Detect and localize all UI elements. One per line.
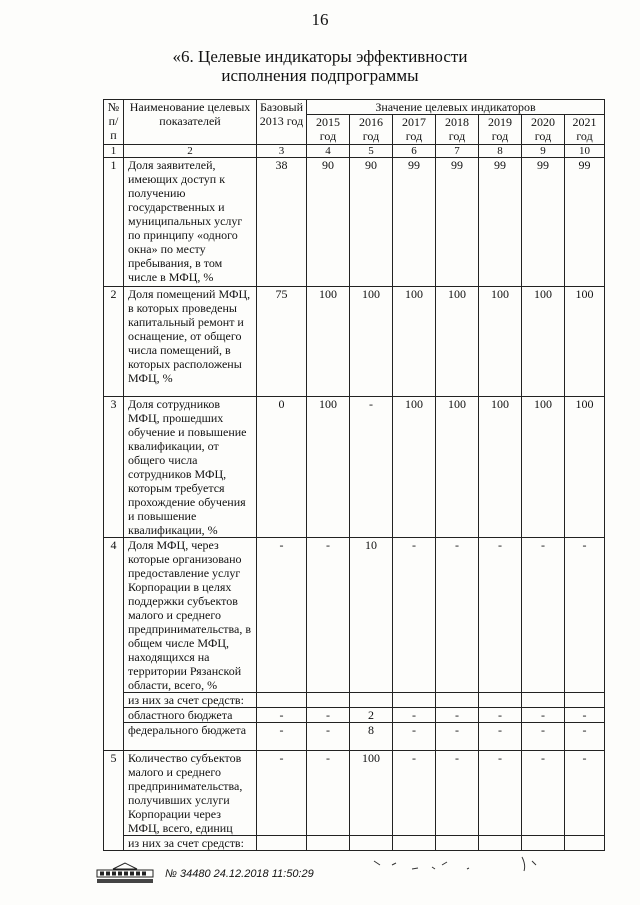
indicator-name: Количество субъектов малого и среднего предпринимательства, получивших услуги Корпорации через МФЦ, всего, единиц [124, 751, 257, 836]
page-number: 16 [311, 10, 329, 29]
table-row [104, 538, 605, 693]
header-year: 2020 год [522, 115, 565, 145]
year-value: - [393, 723, 436, 751]
year-value: - [393, 751, 436, 836]
column-number: 6 [393, 145, 436, 158]
year-value: - [522, 723, 565, 751]
row-number: 1 [104, 158, 124, 287]
year-value: - [436, 538, 479, 693]
year-value: 100 [522, 287, 565, 397]
year-value: 99 [436, 158, 479, 287]
row-number: 2 [104, 287, 124, 397]
header-year: 2019 год [479, 115, 522, 145]
year-value: 8 [350, 723, 393, 751]
table-row [104, 287, 605, 397]
indicator-name: Доля МФЦ, через которые организовано предоставление услуг Корпорации в целях поддержки субъектов малого и среднего предпринимательства, в общем числе МФЦ, находящихся на территории Рязанской области, всего, % [124, 538, 257, 693]
title-line-2: исполнения подпрограммы [221, 66, 419, 85]
year-value: 100 [522, 397, 565, 538]
year-value: 100 [307, 397, 350, 538]
year-value: - [522, 538, 565, 693]
table-row [104, 158, 605, 287]
indicator-name: Доля заявителей, имеющих доступ к получению государственных и муниципальных услуг по принципу «одного окна» по месту пребывания, в том числе в МФЦ, % [124, 158, 257, 287]
column-number: 7 [436, 145, 479, 158]
column-number: 2 [124, 145, 257, 158]
indicator-name: Доля сотрудников МФЦ, прошедших обучение и повышение квалификации, от общего числа сотрудников МФЦ, которым требуется прохождение обучения и повышение квалификации, % [124, 397, 257, 538]
header-year: 2021 год [565, 115, 605, 145]
sub-row-name: федерального бюджета [124, 723, 257, 751]
year-value: - [565, 751, 605, 836]
year-value: 100 [393, 397, 436, 538]
year-value: 100 [565, 287, 605, 397]
year-value: 90 [307, 158, 350, 287]
row-number: 5 [104, 751, 124, 851]
column-number: 4 [307, 145, 350, 158]
year-value: 100 [350, 751, 393, 836]
indicators-table [103, 99, 605, 851]
year-value: - [307, 708, 350, 723]
base-value: - [257, 723, 307, 751]
sub-header-row [104, 693, 605, 708]
sub-row [104, 723, 605, 751]
header-base: Базовый 2013 год [257, 100, 307, 145]
year-value: 100 [479, 287, 522, 397]
base-value: 0 [257, 397, 307, 538]
year-value: 10 [350, 538, 393, 693]
year-value: - [436, 751, 479, 836]
year-value: - [479, 751, 522, 836]
column-number: 8 [479, 145, 522, 158]
year-value: - [436, 708, 479, 723]
header-year: 2015 год [307, 115, 350, 145]
sub-row [104, 708, 605, 723]
column-number: 1 [104, 145, 124, 158]
base-value: 38 [257, 158, 307, 287]
year-value: 100 [479, 397, 522, 538]
year-value: 99 [565, 158, 605, 287]
year-value: - [565, 723, 605, 751]
table-row [104, 751, 605, 836]
column-number-row [104, 145, 605, 158]
header-num: № п/п [104, 100, 124, 145]
year-value: - [565, 538, 605, 693]
year-value: - [393, 708, 436, 723]
header-row-1 [104, 100, 605, 115]
table-row [104, 397, 605, 538]
base-value: - [257, 708, 307, 723]
row-number: 4 [104, 538, 124, 751]
year-value: - [479, 538, 522, 693]
year-value: - [307, 723, 350, 751]
legislation-logo [95, 862, 155, 884]
year-value: - [522, 751, 565, 836]
column-number: 10 [565, 145, 605, 158]
year-value: 100 [436, 397, 479, 538]
year-value: 100 [307, 287, 350, 397]
year-value: - [436, 723, 479, 751]
year-value: - [307, 538, 350, 693]
column-number: 5 [350, 145, 393, 158]
header-name: Наименование целевых показателей [124, 100, 257, 145]
year-value: 100 [565, 397, 605, 538]
section-title [0, 47, 640, 85]
indicator-name: Доля помещений МФЦ, в которых проведены капитальный ремонт и оснащение, от общего числа помещений, в которых расположены МФЦ, % [124, 287, 257, 397]
header-year: 2018 год [436, 115, 479, 145]
year-value: 90 [350, 158, 393, 287]
header-values-group: Значение целевых индикаторов [307, 100, 605, 115]
title-line-1: «6. Целевые индикаторы эффективности [172, 47, 468, 66]
year-value: - [479, 708, 522, 723]
year-value: 99 [393, 158, 436, 287]
column-number: 9 [522, 145, 565, 158]
year-value: 100 [393, 287, 436, 397]
header-year: 2016 год [350, 115, 393, 145]
year-value: 100 [350, 287, 393, 397]
sub-header-label: из них за счет средств: [124, 693, 257, 708]
year-value: - [350, 397, 393, 538]
base-value: - [257, 751, 307, 836]
year-value: 99 [522, 158, 565, 287]
sub-row-name: областного бюджета [124, 708, 257, 723]
row-number: 3 [104, 397, 124, 538]
column-number: 3 [257, 145, 307, 158]
sub-header-row [104, 836, 605, 851]
sub-header-label: из них за счет средств: [124, 836, 257, 851]
year-value: - [479, 723, 522, 751]
header-year: 2017 год [393, 115, 436, 145]
base-value: 75 [257, 287, 307, 397]
year-value: - [565, 708, 605, 723]
year-value: - [307, 751, 350, 836]
year-value: 100 [436, 287, 479, 397]
registration-stamp: № 34480 24.12.2018 11:50:29 [165, 868, 314, 880]
year-value: - [393, 538, 436, 693]
year-value: 99 [479, 158, 522, 287]
year-value: 2 [350, 708, 393, 723]
handwritten-marks [372, 855, 572, 885]
base-value: - [257, 538, 307, 693]
year-value: - [522, 708, 565, 723]
